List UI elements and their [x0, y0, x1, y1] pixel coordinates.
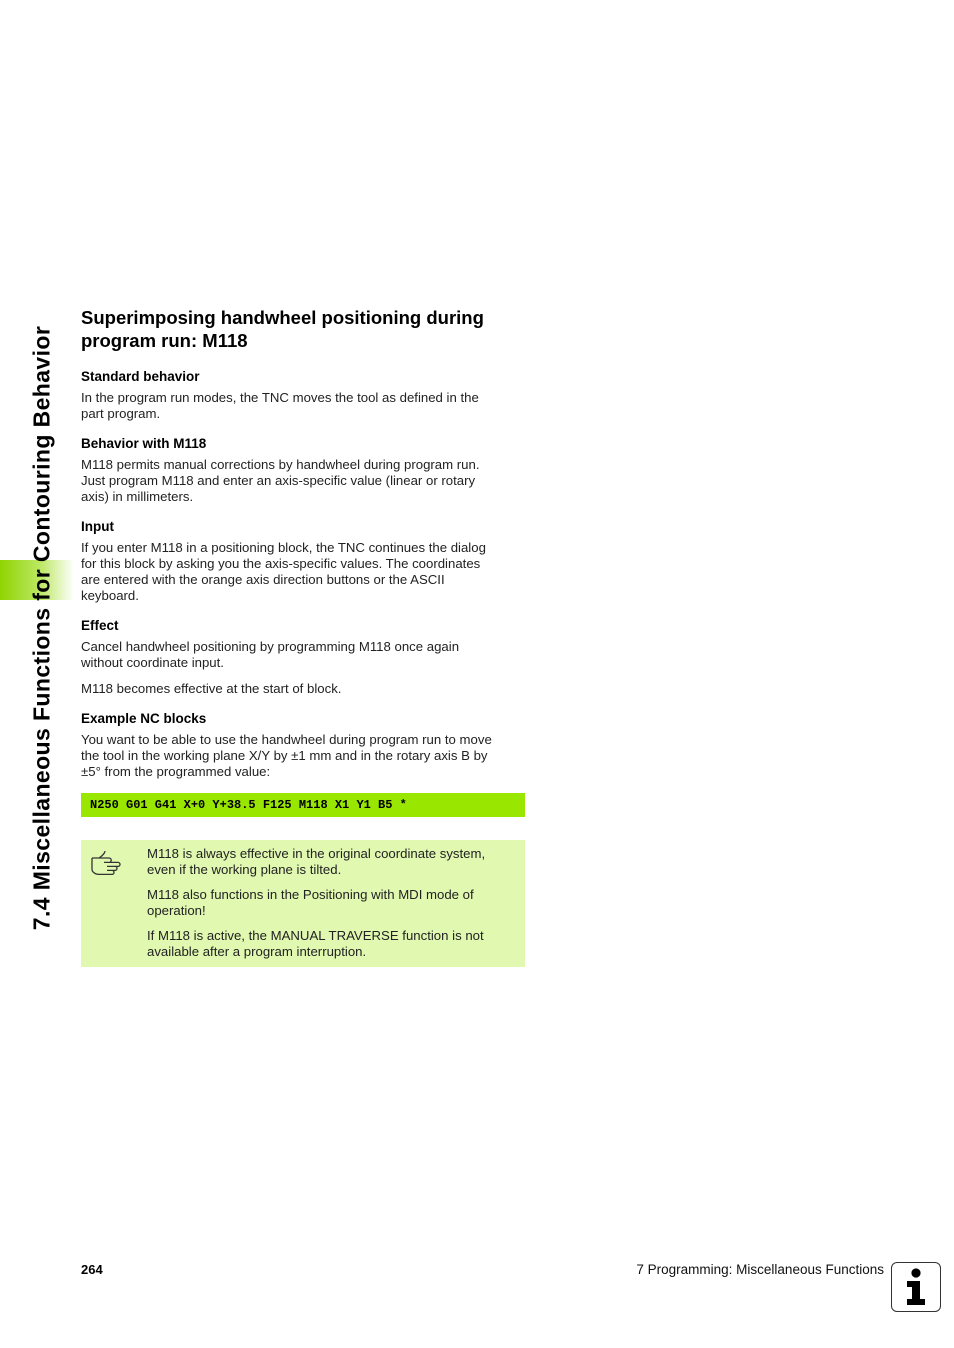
- input-heading: Input: [81, 519, 114, 534]
- pointing-hand-icon: [90, 849, 126, 875]
- text-line: ±5° from the programmed value:: [81, 764, 271, 779]
- text-line: are entered with the orange axis direction buttons or the ASCII: [81, 572, 445, 587]
- behavior-m118-text: [81, 457, 525, 505]
- text-line: part program.: [81, 406, 161, 421]
- section-title-line: Superimposing handwheel positioning during: [81, 307, 484, 328]
- example-text: [81, 732, 525, 780]
- note-paragraph: [147, 887, 513, 919]
- text-line: Just program M118 and enter an axis-specific value (linear or rotary: [81, 473, 476, 488]
- effect-start-text: M118 becomes effective at the start of block.: [81, 681, 342, 696]
- effect-text: [81, 639, 525, 671]
- note-paragraph: [147, 928, 513, 960]
- footer-chapter-title: 7 Programming: Miscellaneous Functions: [636, 1262, 884, 1277]
- effect-heading: Effect: [81, 618, 119, 633]
- nc-code-block: N250 G01 G41 X+0 Y+38.5 F125 M118 X1 Y1 B5 *: [81, 793, 525, 817]
- text-line: even if the working plane is tilted.: [147, 862, 342, 877]
- text-line: without coordinate input.: [81, 655, 224, 670]
- standard-behavior-heading: Standard behavior: [81, 369, 200, 384]
- section-title-line: program run: M118: [81, 330, 248, 351]
- text-line: If M118 is active, the MANUAL TRAVERSE function is not: [147, 928, 484, 943]
- text-line: for this block by asking you the axis-specific values. The coordinates: [81, 556, 481, 571]
- text-line: You want to be able to use the handwheel during program run to move: [81, 732, 492, 747]
- standard-behavior-text: [81, 390, 525, 422]
- text-line: keyboard.: [81, 588, 139, 603]
- text-line: In the program run modes, the TNC moves the tool as defined in the: [81, 390, 479, 405]
- page-number: 264: [81, 1262, 103, 1277]
- text-line: Cancel handwheel positioning by programming M118 once again: [81, 639, 460, 654]
- text-line: If you enter M118 in a positioning block, the TNC continues the dialog: [81, 540, 486, 555]
- note-paragraph: [147, 846, 513, 878]
- chapter-side-title: 7.4 Miscellaneous Functions for Contouring Behavior: [28, 325, 55, 931]
- note-box: [81, 840, 525, 967]
- section-title: [81, 306, 525, 352]
- text-line: available after a program interruption.: [147, 944, 367, 959]
- text-line: operation!: [147, 903, 206, 918]
- behavior-m118-heading: Behavior with M118: [81, 436, 207, 451]
- main-content: [81, 306, 525, 967]
- text-line: M118 is always effective in the original coordinate system,: [147, 846, 486, 861]
- text-line: M118 also functions in the Positioning with MDI mode of: [147, 887, 474, 902]
- input-text: [81, 540, 525, 604]
- info-icon: [891, 1262, 941, 1312]
- text-line: axis) in millimeters.: [81, 489, 194, 504]
- example-heading: Example NC blocks: [81, 711, 207, 726]
- text-line: M118 permits manual corrections by handwheel during program run.: [81, 457, 480, 472]
- text-line: the tool in the working plane X/Y by ±1 mm and in the rotary axis B by: [81, 748, 488, 763]
